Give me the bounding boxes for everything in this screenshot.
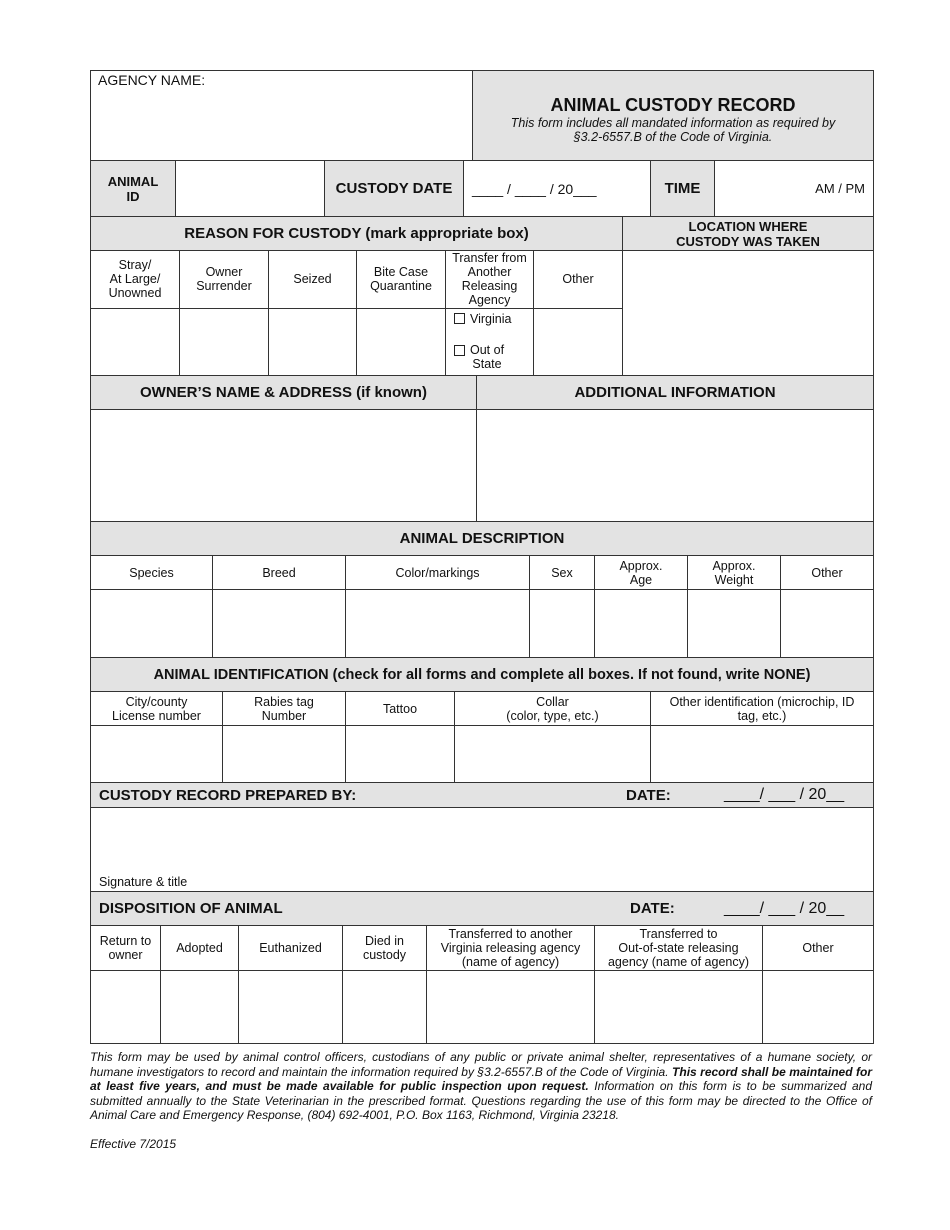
time-label: TIME	[650, 161, 714, 216]
effective-date: Effective 7/2015	[90, 1137, 177, 1151]
disposition-date-label: DATE:	[630, 900, 675, 917]
reason-boxes-row	[91, 308, 622, 375]
identification-header-row	[91, 657, 873, 691]
id-license: City/county License number	[112, 694, 201, 723]
identification-values-row	[91, 725, 873, 782]
owner-row	[91, 409, 873, 521]
description-header-row	[91, 521, 873, 555]
reason-options	[91, 251, 622, 375]
custody-form	[90, 70, 874, 1044]
reason-other-box[interactable]	[533, 309, 622, 375]
additional-info-field[interactable]	[476, 410, 873, 521]
desc-color: Color/markings	[345, 556, 529, 589]
tattoo-field[interactable]	[345, 726, 454, 782]
id-collar: Collar (color, type, etc.)	[454, 692, 650, 725]
disp-transfer-oos: Transferred to Out-of-state releasing agency (name of agency)	[594, 926, 762, 970]
disposition-date-field[interactable]: ____/ ___ / 20__	[724, 899, 845, 917]
reason-seized: Seized	[268, 251, 356, 308]
desc-weight: Approx. Weight	[687, 556, 780, 589]
id-rabies: Rabies tag Number	[222, 692, 345, 725]
prepared-date-label: DATE:	[626, 786, 671, 804]
description-values-row	[91, 589, 873, 657]
reason-header: REASON FOR CUSTODY (mark appropriate box)	[91, 217, 622, 250]
disposition-row	[91, 891, 873, 925]
died-field[interactable]	[342, 971, 426, 1043]
animal-id-label-1: ANIMAL	[107, 173, 159, 189]
animal-id-label-2: ID	[126, 188, 140, 204]
form-subtitle-1: This form includes all mandated information as required by	[510, 115, 836, 130]
prepared-row	[91, 782, 873, 807]
reason-seized-box[interactable]	[268, 309, 356, 375]
animal-id-label	[91, 161, 175, 216]
reason-block	[91, 250, 873, 375]
disposition-label: DISPOSITION OF ANIMAL	[99, 900, 283, 917]
reason-owner-surrender: Owner Surrender	[179, 251, 268, 308]
prepared-date-field[interactable]: ____/ ___ / 20__	[724, 786, 845, 803]
id-row	[91, 160, 873, 216]
out-of-state-label: Out of State	[470, 342, 505, 371]
disp-adopted: Adopted	[160, 926, 238, 970]
collar-field[interactable]	[454, 726, 650, 782]
disp-other: Other	[762, 926, 873, 970]
description-header: ANIMAL DESCRIPTION	[91, 522, 873, 555]
disp-died: Died in custody	[342, 926, 426, 970]
virginia-checkbox[interactable]	[454, 313, 465, 324]
owner-field[interactable]	[91, 410, 476, 521]
virginia-option[interactable]	[454, 312, 511, 326]
out-of-state-option[interactable]	[454, 343, 504, 371]
reason-bite-case-box[interactable]	[356, 309, 445, 375]
form-subtitle-2: §3.2-6557.B of the Code of Virginia.	[573, 129, 773, 144]
age-field[interactable]	[594, 590, 687, 657]
signature-label: Signature & title	[99, 875, 188, 889]
footer-text-1: This form may be used by animal control officers, custodians of any public or private animal shelter, representatives of a humane society, or humane investigators to record and maintain the information required by §3.2-6557.B of the Code of Virginia.	[90, 1050, 872, 1079]
location-header-2: CUSTODY WAS TAKEN	[676, 233, 820, 249]
desc-age: Approx. Age	[594, 556, 687, 589]
signature-row[interactable]	[91, 807, 873, 891]
disposition-labels-row	[91, 925, 873, 970]
desc-breed: Breed	[212, 556, 345, 589]
transfer-oos-field[interactable]	[594, 971, 762, 1043]
description-labels-row	[91, 555, 873, 589]
agency-name-label: AGENCY NAME:	[98, 72, 206, 88]
animal-id-field[interactable]	[175, 161, 324, 216]
sex-field[interactable]	[529, 590, 594, 657]
reason-transfer: Transfer from Another Releasing Agency	[445, 251, 533, 308]
desc-other-field[interactable]	[780, 590, 873, 657]
reason-stray-box[interactable]	[91, 309, 179, 375]
agency-name-field[interactable]	[91, 71, 472, 160]
color-field[interactable]	[345, 590, 529, 657]
owner-header-row	[91, 375, 873, 409]
transfer-origin	[445, 309, 533, 375]
disposition-values-row	[91, 970, 873, 1043]
identification-labels-row	[91, 691, 873, 725]
virginia-label: Virginia	[470, 311, 512, 326]
reason-stray: Stray/ At Large/ Unowned	[108, 258, 162, 301]
time-field[interactable]: AM / PM	[714, 161, 873, 216]
footer-text	[90, 1050, 872, 1123]
reason-owner-surrender-box[interactable]	[179, 309, 268, 375]
breed-field[interactable]	[212, 590, 345, 657]
transfer-va-field[interactable]	[426, 971, 594, 1043]
desc-species: Species	[129, 565, 174, 580]
disp-transfer-va: Transferred to another Virginia releasing agency (name of agency)	[426, 926, 594, 970]
euthanized-field[interactable]	[238, 971, 342, 1043]
adopted-field[interactable]	[160, 971, 238, 1043]
prepared-label: CUSTODY RECORD PREPARED BY:	[99, 786, 357, 804]
reason-header-row	[91, 216, 873, 250]
disp-euthanized: Euthanized	[238, 926, 342, 970]
custody-date-field[interactable]: ____ / ____ / 20___	[463, 161, 650, 216]
location-header	[622, 217, 873, 250]
footer-text-2: Information on this form is to be summarized and submitted annually to the State Veterinarian in the prescribed format. Questions regarding the use of this form may be directed to the Office of Animal Care and Emergency Response, (804) 692-4001, P.O. Box 1163, Richmond, Virginia 23218.	[90, 1079, 873, 1122]
out-of-state-checkbox[interactable]	[454, 345, 465, 356]
owner-header: OWNER’S NAME & ADDRESS (if known)	[91, 376, 476, 409]
disp-other-field[interactable]	[762, 971, 873, 1043]
id-tattoo: Tattoo	[345, 692, 454, 725]
identification-header: ANIMAL IDENTIFICATION (check for all forms and complete all boxes. If not found, write NONE)	[91, 658, 873, 691]
rabies-field[interactable]	[222, 726, 345, 782]
reason-labels-row	[91, 251, 622, 308]
location-field[interactable]	[622, 251, 873, 375]
id-other: Other identification (microchip, ID tag, etc.)	[650, 692, 873, 725]
additional-info-header: ADDITIONAL INFORMATION	[476, 376, 873, 409]
weight-field[interactable]	[687, 590, 780, 657]
return-field[interactable]	[91, 971, 160, 1043]
location-header-1: LOCATION WHERE	[688, 218, 808, 234]
header-row	[91, 71, 873, 160]
species-field[interactable]	[91, 590, 212, 657]
title-block	[472, 71, 873, 160]
desc-sex: Sex	[529, 556, 594, 589]
reason-other: Other	[533, 251, 622, 308]
reason-bite-case: Bite Case Quarantine	[356, 251, 445, 308]
custody-date-label: CUSTODY DATE	[324, 161, 463, 216]
desc-other: Other	[780, 556, 873, 589]
form-title: ANIMAL CUSTODY RECORD	[550, 94, 796, 115]
id-other-field[interactable]	[650, 726, 873, 782]
license-field[interactable]	[91, 726, 222, 782]
footer-text-bold: This record shall be maintained for at least five years, and must be made available for public inspection upon request.	[90, 1064, 872, 1093]
disp-return: Return to owner	[99, 934, 152, 962]
